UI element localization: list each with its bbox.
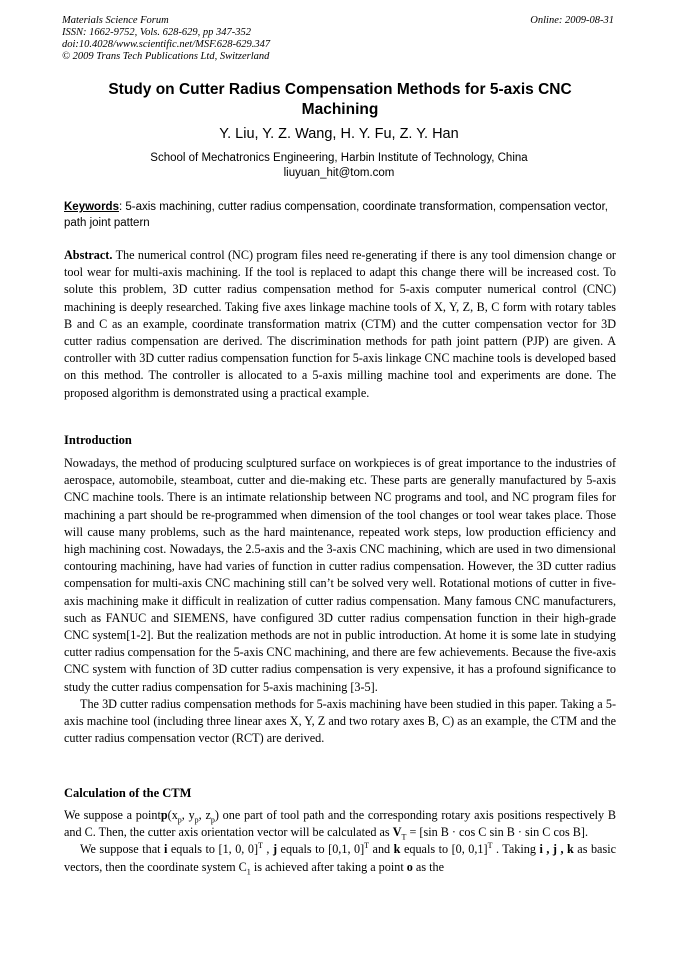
introduction-para-1: Nowadays, the method of producing sculptured surface on workpieces is of great importance to the industries of aerospace, automobile, steamboat, cutter and die-making etc. These parts are generally manufactured by 5-axis CNC machine tools. There is an intimate relationship between NC programs and tool, and NC program files for machining a part should be re-programmed when dimension of the tool changes or tool wear takes place. Those will cause many problems, such as the hard maintenance, repeated work steps, low production efficiency and high machining cost. Nowadays, the 2.5-axis and the 3-axis CNC machining, which are used in two dimensional contouring machining, have had varies of function in cutter radius compensation. However, the 3D cutter radius compensation for multi-axis CNC machining still can’t be solved very well. Rotational motions of cutter in five-axis machining make it difficult in realization of cutter radius compensation. Many famous CNC manufacturers, such as FANUC and SIEMENS, have configured 3D cutter radius compensation function in their high-grade CNC system[1-2]. But the realization methods are not in public introduction. At home it is some late in studying cutter radius compensation for the 5-axis CNC machining, and there are few achievements. Because the five-axis CNC system with function of 3D cutter radius compensation is very expensive, it has a profound significance to study the cutter radius compensation for 5-axis machining [3-5]. (64, 456, 616, 694)
calc-text: We suppose a point (64, 808, 161, 822)
calculation-body (64, 807, 616, 876)
journal-header (62, 15, 270, 63)
keywords-text: : 5-axis machining, cutter radius compensation, coordinate transformation, compensation vector, path joint pattern (64, 201, 608, 229)
calculation-para-1: We suppose a $pointp(x_p$, $y_p$, $z_p$) one part of tool path and the corresponding rotary axis positions respectively B and C. Then, the cutter axis orientation vector will be calculated as $V_T = [\sin$ B · cos C sin B · sin C cos B]. (64, 808, 616, 842)
point-o-symbol: o (406, 859, 413, 874)
calc-text: We suppose that (80, 842, 161, 857)
calc-text: is achieved after taking a point (250, 859, 407, 874)
calculation-para-2: We suppose that i equals to [1, 0, 0]$^T$ , j equals to [0,1, 0]$^T$ and k equals to [0, 0,1]$^T$ . Taking i , j , k as basic vectors, then the coordinate system $C_1$ is achieved after taking a point o as the (64, 841, 616, 877)
abstract-label: Abstract. (64, 248, 113, 262)
doi-line: doi:10.4028/www.scientific.net/MSF.628-629.347 (62, 39, 271, 50)
calculation-heading: Calculation of the CTM (64, 786, 192, 800)
calc-text: equals to (400, 842, 452, 857)
abstract-text: The numerical control (NC) program files need re-generating if there is any tool dimension change or tool wear for multi-axis machining. If the tool is replaced to adapt this change there will be increased cost. To solute this problem, 3D cutter radius compensation method for 5-axis computer numerical control (CNC) machining is deeply researched. Taking five axes linkage machine tools of X, Y, Z, B, C form with rotary tables B and C as an example, coordinate transformation matrix (CTM) and the cutter compensation vector for 3D cutter radius compensation are derived. The discrimination methods for path joint pattern (PJP) are given. A controller with 3D cutter radius compensation function for 5-axis linkage CNC machine tools is developed based on this method. The controller is allocated to a 5-axis milling machine tool and experiments are done. The proposed algorithm is demonstrated using a practical example. (64, 248, 616, 400)
abstract-block (64, 247, 616, 402)
introduction-heading: Introduction (64, 433, 132, 447)
point-coords: ($x_p$, $y_p$, $z_p$) (167, 808, 219, 825)
issn-line: ISSN: 1662-9752, Vols. 628-629, pp 347-352 (62, 27, 251, 38)
calc-text: , (262, 842, 273, 857)
calc-text: . Taking (492, 842, 540, 857)
copyright-line: © 2009 Trans Tech Publications Ltd, Switzerland (62, 51, 270, 62)
online-date: Online: 2009-08-31 (530, 15, 614, 26)
vector-j-symbol: j (272, 842, 278, 857)
paper-title: Study on Cutter Radius Compensation Methods for 5-axis CNC Machining (108, 81, 572, 118)
author-email[interactable]: liuyuan_hit@tom.com (283, 167, 395, 179)
paper-authors: Y. Liu, Y. Z. Wang, H. Y. Fu, Z. Y. Han (219, 126, 459, 142)
calc-text: equals to (167, 842, 219, 857)
calc-text: equals to (277, 842, 329, 857)
journal-name: Materials Science Forum (62, 15, 169, 26)
keywords-block (64, 199, 616, 231)
coord-x: (x (167, 808, 178, 822)
introduction-para-2: The 3D cutter radius compensation methods for 5-axis machining have been studied in this paper. Taking a 5-axis machine tool (including three linear axes X, Y, Z and two rotary axes B, C) as an example, the CTM and the cutter radius compensation vector (RCT) are derived. (64, 696, 616, 746)
keywords-label: Keywords (64, 201, 119, 213)
point-symbol: p (160, 808, 168, 822)
calc-text: as basic vectors, then the coordinate system C (64, 842, 616, 874)
calc-text: as the (412, 859, 445, 874)
vector-i-value: [1, 0, 0] (218, 842, 259, 857)
paper-affiliation: School of Mechatronics Engineering, Harbin Institute of Technology, China (150, 152, 528, 164)
basis-vectors: i , j , k (539, 842, 574, 857)
vector-k-symbol: k (393, 842, 401, 857)
introduction-body (64, 455, 616, 747)
vector-i-symbol: i (164, 842, 168, 857)
vector-v-symbol: V (392, 825, 402, 840)
vector-j-value: [0,1, 0] (328, 842, 365, 857)
calc-text: and (369, 842, 394, 857)
vector-v-formula: = [sin B · cos C sin B · sin C cos B] (406, 825, 585, 840)
vector-k-value: [0, 0,1] (451, 842, 488, 857)
calc-text: one part of tool path and the corresponding rotary axis positions respectively B and C. Then, the cutter axis orientation vector will be calculated as (64, 808, 616, 840)
